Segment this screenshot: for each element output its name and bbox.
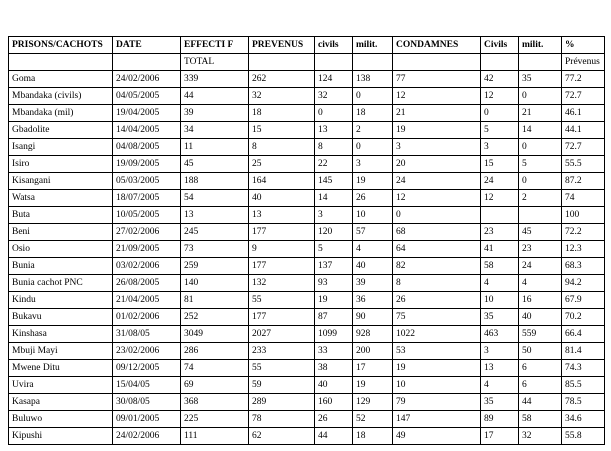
table-row [9,207,605,224]
cell-prevenus: 25 [249,156,315,173]
cell-condamnes-milit: 2 [519,190,562,207]
cell-prevenus-civils: 14 [315,190,353,207]
cell-percent-prevenus: 12.3 [562,241,605,258]
cell-percent-prevenus: 85.5 [562,377,605,394]
table-row [9,173,605,190]
cell-prevenus-milit: 10 [353,207,393,224]
cell-effectif-total: 286 [181,343,249,360]
header-date: DATE [113,37,181,54]
table-row [9,258,605,275]
cell-prevenus-civils: 38 [315,360,353,377]
cell-condamnes-milit: 44 [519,394,562,411]
cell-condamnes: 10 [393,377,481,394]
cell-date: 18/07/2005 [113,190,181,207]
cell-effectif-total: 140 [181,275,249,292]
cell-effectif-total: 54 [181,190,249,207]
cell-condamnes: 75 [393,309,481,326]
cell-prison-name: Goma [9,71,113,88]
cell-prevenus: 55 [249,360,315,377]
cell-date: 24/02/2006 [113,428,181,445]
cell-condamnes-civils: 4 [481,275,519,292]
cell-date: 21/04/2005 [113,292,181,309]
cell-effectif-total: 111 [181,428,249,445]
subheader-cell [249,54,315,71]
cell-effectif-total: 44 [181,88,249,105]
header-prisons: PRISONS/CACHOTS [9,37,113,54]
cell-percent-prevenus: 70.2 [562,309,605,326]
cell-condamnes-milit: 6 [519,377,562,394]
table-body [9,71,605,445]
cell-prevenus-milit: 19 [353,377,393,394]
cell-effectif-total: 11 [181,139,249,156]
table-row [9,139,605,156]
cell-prevenus: 164 [249,173,315,190]
table-row [9,411,605,428]
cell-condamnes: 1022 [393,326,481,343]
cell-prevenus-milit: 0 [353,139,393,156]
cell-prevenus-milit: 52 [353,411,393,428]
table-row [9,292,605,309]
cell-prevenus-civils: 87 [315,309,353,326]
header-condamnes-civils: Civils [481,37,519,54]
cell-condamnes: 26 [393,292,481,309]
cell-prevenus: 13 [249,207,315,224]
cell-prevenus-milit: 4 [353,241,393,258]
cell-condamnes-civils: 10 [481,292,519,309]
cell-percent-prevenus: 66.4 [562,326,605,343]
cell-prevenus-milit: 19 [353,173,393,190]
cell-prison-name: Bunia cachot PNC [9,275,113,292]
cell-condamnes: 24 [393,173,481,190]
cell-prevenus-civils: 3 [315,207,353,224]
cell-condamnes: 19 [393,360,481,377]
prison-statistics-table [8,36,605,445]
cell-condamnes: 79 [393,394,481,411]
cell-prison-name: Kindu [9,292,113,309]
subheader-cell [113,54,181,71]
cell-effectif-total: 252 [181,309,249,326]
cell-prison-name: Mbuji Mayi [9,343,113,360]
cell-prevenus: 78 [249,411,315,428]
cell-effectif-total: 13 [181,207,249,224]
cell-percent-prevenus: 67.9 [562,292,605,309]
cell-condamnes-milit: 0 [519,88,562,105]
cell-condamnes-civils: 42 [481,71,519,88]
cell-condamnes-milit: 23 [519,241,562,258]
cell-prison-name: Gbadolite [9,122,113,139]
cell-condamnes-civils: 24 [481,173,519,190]
cell-effectif-total: 225 [181,411,249,428]
cell-percent-prevenus: 94.2 [562,275,605,292]
cell-condamnes-civils: 4 [481,377,519,394]
cell-condamnes-civils: 35 [481,309,519,326]
cell-percent-prevenus: 77.2 [562,71,605,88]
cell-effectif-total: 188 [181,173,249,190]
cell-condamnes: 3 [393,139,481,156]
cell-condamnes: 19 [393,122,481,139]
cell-condamnes-milit: 45 [519,224,562,241]
cell-prevenus-civils: 40 [315,377,353,394]
cell-date: 26/08/2005 [113,275,181,292]
table-row [9,377,605,394]
cell-condamnes: 49 [393,428,481,445]
cell-prevenus-milit: 129 [353,394,393,411]
cell-prevenus-milit: 0 [353,88,393,105]
cell-prevenus-milit: 138 [353,71,393,88]
cell-condamnes-civils [481,207,519,224]
cell-condamnes-milit: 6 [519,360,562,377]
cell-prevenus: 62 [249,428,315,445]
cell-prevenus-civils: 19 [315,292,353,309]
cell-condamnes-civils: 89 [481,411,519,428]
table-subheader-row [9,54,605,71]
cell-prevenus-civils: 13 [315,122,353,139]
cell-prison-name: Buta [9,207,113,224]
cell-condamnes: 8 [393,275,481,292]
cell-prevenus: 233 [249,343,315,360]
cell-prevenus-civils: 8 [315,139,353,156]
cell-condamnes-civils: 5 [481,122,519,139]
cell-condamnes-civils: 0 [481,105,519,122]
subheader-cell [519,54,562,71]
cell-prevenus-milit: 36 [353,292,393,309]
cell-prison-name: Kasapa [9,394,113,411]
cell-prevenus-civils: 22 [315,156,353,173]
cell-effectif-total: 34 [181,122,249,139]
cell-prevenus-milit: 90 [353,309,393,326]
cell-prison-name: Osio [9,241,113,258]
cell-condamnes-civils: 58 [481,258,519,275]
cell-prevenus-civils: 0 [315,105,353,122]
cell-condamnes-civils: 3 [481,343,519,360]
table-row [9,71,605,88]
cell-prison-name: Kipushi [9,428,113,445]
cell-date: 04/08/2005 [113,139,181,156]
cell-prevenus-civils: 26 [315,411,353,428]
table-row [9,343,605,360]
cell-date: 10/05/2005 [113,207,181,224]
subheader-cell [481,54,519,71]
cell-prevenus-civils: 32 [315,88,353,105]
cell-effectif-total: 39 [181,105,249,122]
subheader-cell [315,54,353,71]
cell-condamnes: 21 [393,105,481,122]
cell-prevenus-milit: 3 [353,156,393,173]
cell-prison-name: Isangi [9,139,113,156]
cell-condamnes-civils: 12 [481,88,519,105]
cell-condamnes-milit: 4 [519,275,562,292]
cell-condamnes-milit: 35 [519,71,562,88]
table-row [9,326,605,343]
subheader-prevenus: Prévenus [562,54,605,71]
cell-date: 09/12/2005 [113,360,181,377]
cell-prevenus: 15 [249,122,315,139]
cell-percent-prevenus: 74 [562,190,605,207]
table-row [9,105,605,122]
subheader-cell [353,54,393,71]
cell-percent-prevenus: 55.8 [562,428,605,445]
cell-effectif-total: 74 [181,360,249,377]
cell-prison-name: Kisangani [9,173,113,190]
cell-prevenus-milit: 18 [353,428,393,445]
cell-condamnes: 20 [393,156,481,173]
cell-condamnes-milit: 58 [519,411,562,428]
cell-prevenus-milit: 40 [353,258,393,275]
header-civils: civils [315,37,353,54]
cell-condamnes-milit: 50 [519,343,562,360]
table-header-row [9,37,605,54]
cell-prevenus: 59 [249,377,315,394]
cell-prevenus-milit: 928 [353,326,393,343]
cell-date: 03/02/2006 [113,258,181,275]
cell-prevenus: 262 [249,71,315,88]
cell-prevenus: 177 [249,309,315,326]
cell-prevenus-milit: 18 [353,105,393,122]
cell-condamnes-milit: 32 [519,428,562,445]
header-condamnes-milit: milit. [519,37,562,54]
cell-condamnes-milit: 559 [519,326,562,343]
cell-condamnes-civils: 15 [481,156,519,173]
cell-prevenus: 177 [249,224,315,241]
cell-condamnes-milit: 21 [519,105,562,122]
cell-condamnes-milit: 14 [519,122,562,139]
cell-condamnes-civils: 13 [481,360,519,377]
table-row [9,428,605,445]
cell-prison-name: Watsa [9,190,113,207]
cell-date: 21/09/2005 [113,241,181,258]
header-condamnes: CONDAMNES [393,37,481,54]
cell-date: 05/03/2005 [113,173,181,190]
table-row [9,241,605,258]
cell-prevenus-civils: 137 [315,258,353,275]
cell-condamnes: 12 [393,190,481,207]
cell-prevenus-civils: 33 [315,343,353,360]
cell-percent-prevenus: 55.5 [562,156,605,173]
table-row [9,156,605,173]
cell-percent-prevenus: 78.5 [562,394,605,411]
cell-condamnes: 68 [393,224,481,241]
cell-prevenus: 9 [249,241,315,258]
cell-effectif-total: 81 [181,292,249,309]
table-row [9,190,605,207]
cell-effectif-total: 259 [181,258,249,275]
header-milit: milit. [353,37,393,54]
cell-condamnes: 77 [393,71,481,88]
cell-condamnes-milit [519,207,562,224]
cell-prevenus-milit: 17 [353,360,393,377]
cell-percent-prevenus: 87.2 [562,173,605,190]
cell-percent-prevenus: 34.6 [562,411,605,428]
cell-effectif-total: 45 [181,156,249,173]
cell-percent-prevenus: 72.7 [562,139,605,156]
table-row [9,224,605,241]
cell-prison-name: Isiro [9,156,113,173]
cell-date: 15/04/05 [113,377,181,394]
header-prevenus: PREVENUS [249,37,315,54]
cell-prison-name: Uvira [9,377,113,394]
cell-prison-name: Buluwo [9,411,113,428]
cell-condamnes: 12 [393,88,481,105]
cell-prevenus: 8 [249,139,315,156]
cell-prevenus-civils: 160 [315,394,353,411]
cell-date: 19/04/2005 [113,105,181,122]
cell-condamnes-civils: 23 [481,224,519,241]
cell-prison-name: Bukavu [9,309,113,326]
table-row [9,394,605,411]
cell-prevenus: 55 [249,292,315,309]
cell-prison-name: Mwene Ditu [9,360,113,377]
cell-percent-prevenus: 68.3 [562,258,605,275]
cell-prevenus-civils: 120 [315,224,353,241]
cell-date: 30/08/05 [113,394,181,411]
subheader-cell [9,54,113,71]
cell-prison-name: Kinshasa [9,326,113,343]
cell-condamnes-milit: 16 [519,292,562,309]
cell-condamnes: 64 [393,241,481,258]
cell-date: 23/02/2006 [113,343,181,360]
cell-effectif-total: 69 [181,377,249,394]
cell-effectif-total: 3049 [181,326,249,343]
cell-prevenus: 32 [249,88,315,105]
cell-effectif-total: 339 [181,71,249,88]
table-row [9,88,605,105]
cell-effectif-total: 245 [181,224,249,241]
cell-percent-prevenus: 46.1 [562,105,605,122]
cell-percent-prevenus: 74.3 [562,360,605,377]
cell-condamnes: 0 [393,207,481,224]
cell-condamnes-milit: 5 [519,156,562,173]
cell-condamnes-civils: 17 [481,428,519,445]
subheader-total: TOTAL [181,54,249,71]
cell-condamnes-milit: 40 [519,309,562,326]
cell-prevenus-milit: 57 [353,224,393,241]
cell-prevenus: 40 [249,190,315,207]
cell-condamnes: 147 [393,411,481,428]
cell-effectif-total: 368 [181,394,249,411]
header-effectif: EFFECTI F [181,37,249,54]
cell-condamnes-civils: 12 [481,190,519,207]
subheader-cell [393,54,481,71]
cell-percent-prevenus: 72.2 [562,224,605,241]
cell-condamnes-civils: 463 [481,326,519,343]
cell-prevenus-milit: 39 [353,275,393,292]
table-row [9,275,605,292]
cell-prevenus-civils: 93 [315,275,353,292]
cell-condamnes-civils: 35 [481,394,519,411]
cell-condamnes-civils: 3 [481,139,519,156]
cell-prevenus-milit: 200 [353,343,393,360]
cell-percent-prevenus: 81.4 [562,343,605,360]
cell-prevenus: 132 [249,275,315,292]
cell-condamnes-civils: 41 [481,241,519,258]
cell-prevenus-civils: 44 [315,428,353,445]
table-row [9,309,605,326]
cell-date: 31/08/05 [113,326,181,343]
cell-prevenus-civils: 145 [315,173,353,190]
cell-prevenus: 177 [249,258,315,275]
cell-date: 09/01/2005 [113,411,181,428]
cell-prison-name: Bunia [9,258,113,275]
table-row [9,122,605,139]
cell-percent-prevenus: 100 [562,207,605,224]
header-percent: % [562,37,605,54]
cell-percent-prevenus: 44.1 [562,122,605,139]
cell-date: 04/05/2005 [113,88,181,105]
cell-prevenus-milit: 2 [353,122,393,139]
cell-date: 01/02/2006 [113,309,181,326]
cell-prevenus-civils: 1099 [315,326,353,343]
cell-date: 14/04/2005 [113,122,181,139]
cell-date: 19/09/2005 [113,156,181,173]
cell-condamnes: 82 [393,258,481,275]
cell-prevenus-civils: 124 [315,71,353,88]
cell-condamnes-milit: 0 [519,139,562,156]
cell-date: 27/02/2006 [113,224,181,241]
cell-date: 24/02/2006 [113,71,181,88]
cell-prevenus: 2027 [249,326,315,343]
cell-prison-name: Mbandaka (mil) [9,105,113,122]
cell-prison-name: Mbandaka (civils) [9,88,113,105]
cell-prison-name: Beni [9,224,113,241]
cell-condamnes-milit: 24 [519,258,562,275]
cell-percent-prevenus: 72.7 [562,88,605,105]
cell-prevenus: 18 [249,105,315,122]
cell-prevenus: 289 [249,394,315,411]
cell-prevenus-civils: 5 [315,241,353,258]
cell-condamnes: 53 [393,343,481,360]
cell-effectif-total: 73 [181,241,249,258]
cell-prevenus-milit: 26 [353,190,393,207]
cell-condamnes-milit: 0 [519,173,562,190]
table-row [9,360,605,377]
